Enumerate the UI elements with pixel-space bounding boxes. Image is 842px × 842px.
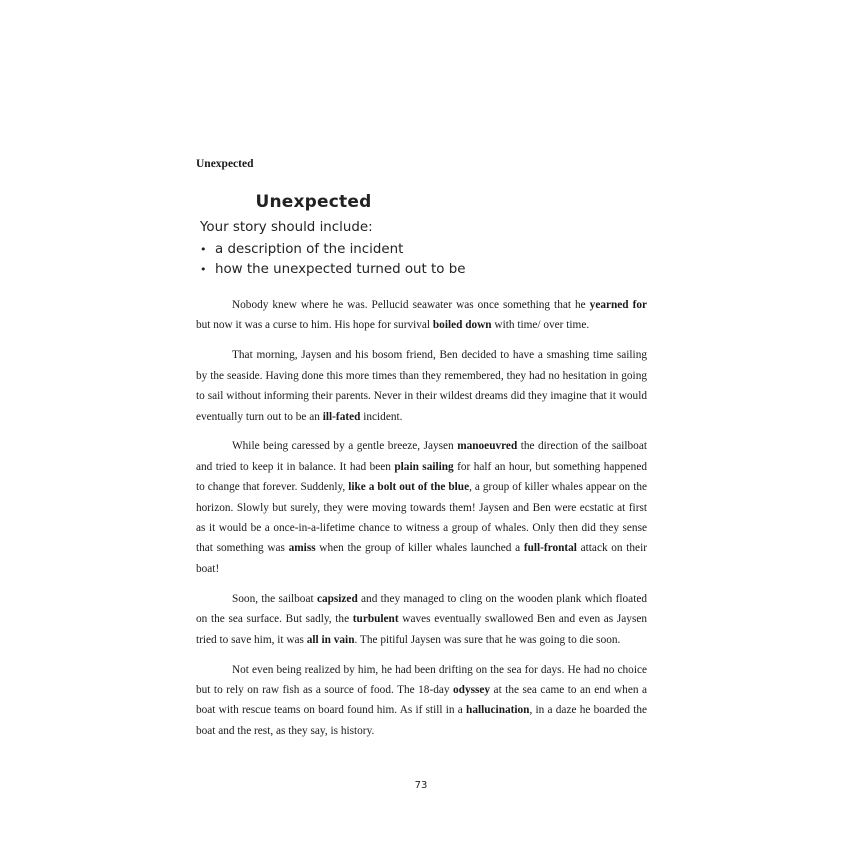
key-phrase: plain sailing: [394, 460, 454, 473]
key-phrase: ill-fated: [322, 410, 361, 423]
key-phrase: yearned for: [589, 299, 648, 311]
story-paragraph: Soon, the sailboat capsized and they managed to cling on the wooden plank which floated on the sea surface. But sadly, the turbulent waves eventually swallowed Ben and even as Jaysen tried to save him, it was all in vain. The pitiful Jaysen was sure that he was going to die soon.: [196, 592, 647, 646]
prompt-item-text: a description of the incident: [215, 242, 404, 257]
prompt-list: [196, 240, 476, 280]
story-paragraph: Not even being realized by him, he had been drifting on the sea for days. He had no choice but to rely on raw fish as a source of food. The 18-day odyssey at the sea came to an end when a boat with rescue teams on board found him. As if still in a hallucination, in a daze he boarded the boat and the rest, as they say, is history.: [196, 663, 647, 737]
key-phrase: like a bolt out of the blue: [348, 481, 470, 494]
story-paragraph: Nobody knew where he was. Pellucid seawater was once something that he yearned for but now it was a curse to him. His hope for survival boiled down with time/ over time.: [196, 299, 648, 332]
prompt-list-item: [200, 260, 476, 280]
running-head: Unexpected: [196, 158, 254, 170]
key-phrase: manoeuvred: [457, 440, 518, 453]
prompt-title: Unexpected: [255, 192, 372, 212]
key-phrase: hallucination: [466, 704, 530, 717]
key-phrase: all in vain: [306, 633, 355, 646]
key-phrase: odyssey: [453, 683, 491, 696]
key-phrase: boiled down: [432, 319, 492, 332]
story-paragraph: That morning, Jaysen and his bosom friend, Ben decided to have a smashing time sailing by the seaside. Having done this more times than they remembered, they had no hesitation in going to sail without informing their parents. Never in their wildest dreams did they imagine that it would eventually turn out to be an ill-fated incident.: [196, 349, 647, 423]
key-phrase: full-frontal: [523, 542, 577, 555]
story-paragraph: While being caressed by a gentle breeze, Jaysen manoeuvred the direction of the sailboat and tried to keep it in balance. It had been plain sailing for half an hour, but something happened to change that forever. Suddenly, like a bolt out of the blue, a group of killer whales appear on the horizon. Slowly but surely, they were moving towards them! Jaysen and Ben were ecstatic at first as it would be a once-in-a-lifetime chance to witness a group of whales. Only then did they sense that something was amiss when the group of killer whales launched a full-frontal attack on their boat!: [196, 440, 647, 575]
prompt-list-item: [200, 240, 476, 260]
key-phrase: capsized: [316, 592, 358, 605]
key-phrase: turbulent: [352, 613, 399, 626]
story-body: [196, 295, 647, 751]
prompt-item-text: how the unexpected turned out to be: [215, 262, 466, 277]
page-number: 73: [414, 780, 428, 791]
prompt-intro: Your story should include:: [200, 220, 373, 235]
key-phrase: amiss: [288, 542, 316, 555]
bullet-icon: •: [200, 243, 207, 256]
writing-prompt: [196, 192, 476, 280]
bullet-icon: •: [200, 263, 207, 276]
